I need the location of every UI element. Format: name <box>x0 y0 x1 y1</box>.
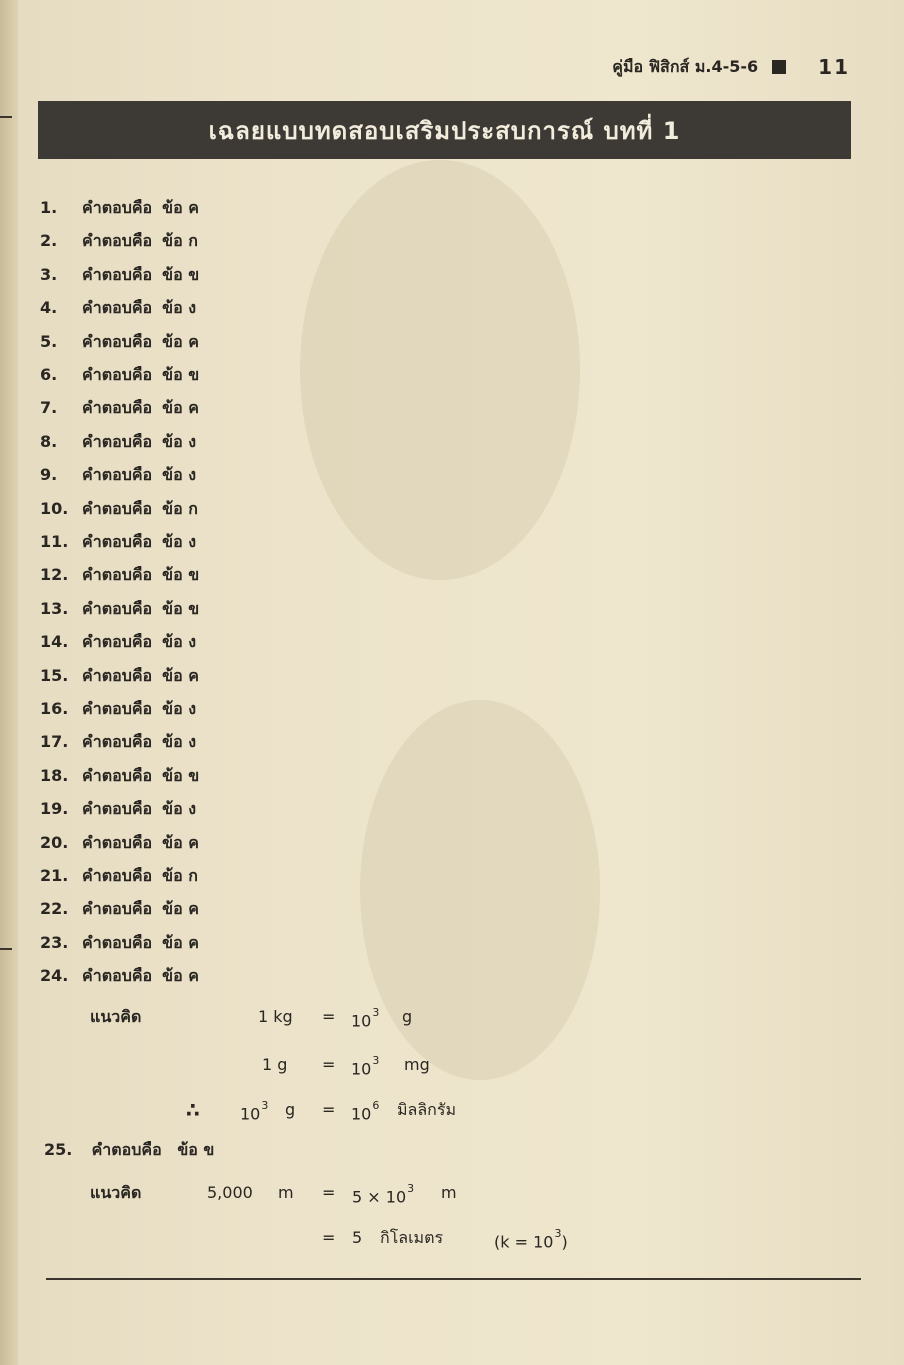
answer-row <box>40 393 199 423</box>
answer-number: 11. <box>40 532 69 551</box>
answer-label: คำตอบคือ <box>82 832 153 852</box>
solution-24-line3-lhs <box>240 1097 268 1127</box>
answer-choice: ข้อ ค <box>162 832 199 852</box>
answer-number: 12. <box>40 565 69 585</box>
answer-row <box>40 260 199 290</box>
answer-label: คำตอบคือ <box>82 665 153 685</box>
answer-row <box>40 360 199 390</box>
answer-number: 10. <box>40 498 69 518</box>
answer-row <box>40 861 198 891</box>
solution-24-line2-unit: mg <box>404 1055 430 1074</box>
note-text: (k = 10 <box>494 1232 554 1252</box>
answer-row <box>40 594 199 624</box>
solution-25-line1-eq: = <box>322 1183 336 1202</box>
answer-label: คำตอบคือ <box>82 398 153 418</box>
answer-row <box>40 327 199 357</box>
power-exponent: 6 <box>372 1099 380 1112</box>
footer-rule <box>46 1278 861 1280</box>
answer-label: คำตอบคือ <box>82 498 153 518</box>
power-exponent: 3 <box>261 1099 269 1112</box>
answer-label: คำตอบคือ <box>82 431 153 451</box>
answer-label: คำตอบคือ <box>82 699 153 718</box>
answer-choice: ข้อ ก <box>162 231 198 251</box>
solution-24-line2-rhs <box>351 1052 379 1082</box>
paper-stain <box>360 700 600 1080</box>
answer-label: คำตอบคือ <box>82 632 153 652</box>
answer-row-25 <box>44 1135 214 1165</box>
answer-number: 6. <box>40 365 58 384</box>
answer-choice: ข้อ ง <box>162 532 197 551</box>
answer-choice: ข้อ ก <box>162 866 198 885</box>
answer-number: 8. <box>40 431 58 451</box>
answer-choice: ข้อ ข <box>162 365 200 384</box>
answer-row <box>40 961 199 991</box>
answer-row <box>40 527 196 557</box>
answer-choice: ข้อ ข <box>162 264 200 284</box>
answer-row <box>40 894 199 924</box>
answer-label: คำตอบคือ <box>91 1140 162 1159</box>
answer-number: 4. <box>40 298 58 318</box>
page-title-bar <box>38 101 851 159</box>
running-header <box>612 54 850 80</box>
answer-choice: ข้อ ค <box>162 932 199 952</box>
answer-label: คำตอบคือ <box>82 966 153 986</box>
power-base: 10 <box>351 1059 372 1079</box>
answer-number: 21. <box>40 866 69 885</box>
solution-24-line3-unit: มิลลิกรัม <box>397 1100 456 1119</box>
power-exponent: 3 <box>407 1182 415 1195</box>
answer-number: 1. <box>40 198 58 217</box>
answer-label: คำตอบคือ <box>82 899 153 919</box>
solution-25-line2-eq: = <box>322 1228 336 1247</box>
answer-label: คำตอบคือ <box>82 799 153 819</box>
answer-label: คำตอบคือ <box>82 866 153 885</box>
answer-row <box>40 828 199 858</box>
answer-row <box>40 427 196 457</box>
answer-row <box>40 794 196 824</box>
answer-row <box>40 460 196 490</box>
answer-number: 23. <box>40 932 69 952</box>
answer-row <box>40 727 196 757</box>
running-title: คู่มือ ฟิสิกส์ ม.4-5-6 <box>612 56 759 76</box>
power-base: 10 <box>351 1011 372 1031</box>
answer-label: คำตอบคือ <box>82 765 153 785</box>
solution-25-line2-note <box>494 1225 568 1255</box>
answer-number: 25. <box>44 1140 73 1159</box>
answer-number: 19. <box>40 799 69 819</box>
power-base: 5 × 10 <box>352 1187 407 1207</box>
answer-choice: ข้อ ง <box>162 632 197 652</box>
answer-choice: ข้อ ค <box>162 398 199 418</box>
answer-label: คำตอบคือ <box>82 565 153 585</box>
answer-label: คำตอบคือ <box>82 298 153 318</box>
answer-row <box>40 928 199 958</box>
spine-mark-bottom <box>0 948 12 950</box>
answer-row <box>40 694 196 724</box>
power-exponent: 3 <box>372 1054 380 1067</box>
power-exponent: 3 <box>372 1006 380 1019</box>
answer-number: 18. <box>40 765 69 785</box>
answer-row <box>40 761 199 791</box>
answer-number: 22. <box>40 899 69 919</box>
answer-row <box>40 193 199 223</box>
answer-label: คำตอบคือ <box>82 465 153 485</box>
answer-choice: ข้อ ค <box>162 899 199 919</box>
answer-choice: ข้อ ข <box>162 765 200 785</box>
answer-choice: ข้อ ข <box>162 598 200 618</box>
answer-number: 24. <box>40 966 69 986</box>
answer-row <box>40 494 198 524</box>
answer-label: คำตอบคือ <box>82 331 153 351</box>
answer-number: 17. <box>40 732 69 752</box>
therefore-symbol: ∴ <box>186 1098 200 1122</box>
answer-number: 16. <box>40 699 69 718</box>
answer-choice: ข้อ ง <box>162 799 197 819</box>
spine-mark-top <box>0 116 12 118</box>
answer-number: 2. <box>40 231 58 251</box>
answer-number: 13. <box>40 598 69 618</box>
answer-choice: ข้อ ค <box>162 966 199 986</box>
solution-24-line3-lhs-unit: g <box>285 1100 296 1119</box>
solution-24-line1-eq: = <box>322 1007 336 1026</box>
page-title: เฉลยแบบทดสอบเสริมประสบการณ์ บทที่ 1 <box>208 116 681 145</box>
answer-row <box>40 661 199 691</box>
solution-25-line2-value: 5 <box>352 1228 363 1247</box>
answer-number: 7. <box>40 398 58 418</box>
answer-row <box>40 560 199 590</box>
paper-stain <box>300 160 580 580</box>
answer-row <box>40 226 198 256</box>
solution-24-line2-eq: = <box>322 1055 336 1074</box>
answer-choice: ข้อ ง <box>162 431 197 451</box>
square-bullet-icon <box>772 60 786 74</box>
solution-25-line1-lhs: 5,000 <box>207 1183 253 1202</box>
answer-label: คำตอบคือ <box>82 932 153 952</box>
answer-choice: ข้อ ค <box>162 198 199 217</box>
power-base: 10 <box>240 1104 261 1124</box>
solution-24-line3-rhs <box>351 1097 379 1127</box>
answer-number: 15. <box>40 665 69 685</box>
note-text: ) <box>561 1232 568 1252</box>
answer-choice: ข้อ ค <box>162 331 199 351</box>
solution-label-24: แนวคิด <box>90 1007 142 1026</box>
solution-24-line1-unit: g <box>402 1007 413 1026</box>
answer-choice: ข้อ ง <box>162 298 197 318</box>
power-exponent: 3 <box>554 1227 562 1240</box>
solution-25-line2-unit: กิโลเมตร <box>380 1228 444 1247</box>
answer-label: คำตอบคือ <box>82 231 153 251</box>
answer-choice: ข้อ ก <box>162 498 198 518</box>
answer-row <box>40 627 196 657</box>
solution-24-line2-lhs: 1 g <box>262 1055 288 1074</box>
answer-number: 20. <box>40 832 69 852</box>
solution-25-line1-unit: m <box>441 1183 457 1202</box>
answer-label: คำตอบคือ <box>82 198 153 217</box>
solution-24-line3-eq: = <box>322 1100 336 1119</box>
solution-24-line1-rhs <box>351 1004 379 1034</box>
answer-row <box>40 293 196 323</box>
answer-choice: ข้อ ข <box>162 565 200 585</box>
answer-number: 9. <box>40 465 58 485</box>
solution-24-line1-lhs: 1 kg <box>258 1007 293 1026</box>
answer-choice: ข้อ ง <box>162 732 197 752</box>
answer-label: คำตอบคือ <box>82 365 153 384</box>
book-spine <box>0 0 19 1365</box>
answer-choice: ข้อ ค <box>162 665 199 685</box>
solution-25-line1-lhs-unit: m <box>278 1183 294 1202</box>
answer-label: คำตอบคือ <box>82 532 153 551</box>
answer-label: คำตอบคือ <box>82 598 153 618</box>
answer-number: 3. <box>40 264 58 284</box>
solution-25-line1-rhs <box>352 1180 414 1210</box>
answer-number: 14. <box>40 632 69 652</box>
answer-label: คำตอบคือ <box>82 264 153 284</box>
power-base: 10 <box>351 1104 372 1124</box>
answer-number: 5. <box>40 331 58 351</box>
answer-label: คำตอบคือ <box>82 732 153 752</box>
page-number: 11 <box>818 55 850 79</box>
answer-choice: ข้อ ง <box>162 465 197 485</box>
answer-choice: ข้อ ง <box>162 699 197 718</box>
solution-label-25: แนวคิด <box>90 1183 142 1202</box>
answer-choice: ข้อ ข <box>177 1140 215 1159</box>
